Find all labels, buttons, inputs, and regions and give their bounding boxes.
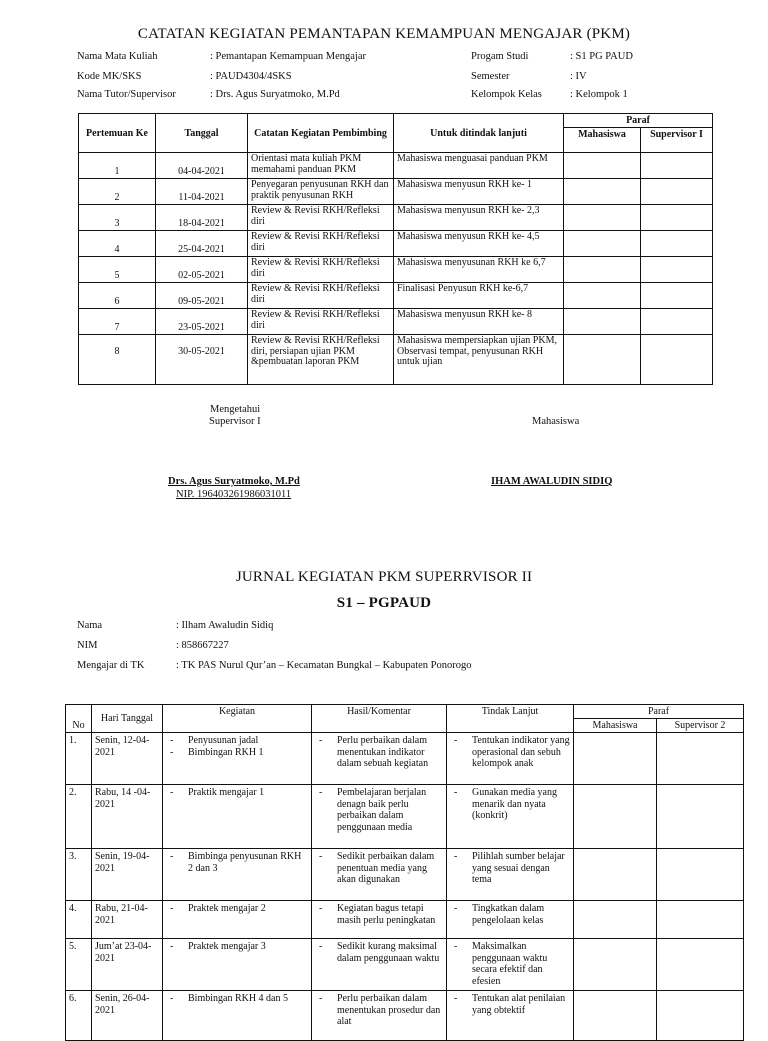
cell-tindak: Mahasiswa menyusun RKH ke- 2,3 bbox=[394, 205, 564, 231]
table-row bbox=[79, 205, 713, 231]
info-label: NIM bbox=[77, 640, 98, 651]
cell-hari: Senin, 26-04-2021 bbox=[92, 991, 163, 1041]
cell-no: 6. bbox=[66, 991, 92, 1041]
cell-tindak: Mahasiswa menyusun RKH ke- 8 bbox=[394, 309, 564, 335]
cell-tanggal: 04-04-2021 bbox=[156, 153, 248, 179]
cell-catatan: Review & Revisi RKH/Refleksi diri bbox=[248, 205, 394, 231]
cell-paraf-supervisor bbox=[641, 231, 713, 257]
list-item: - Maksimalkan penggunaan waktu secara efektif dan efesien bbox=[450, 941, 570, 987]
table-row bbox=[79, 335, 713, 385]
header-pertemuan: Pertemuan Ke bbox=[79, 114, 156, 153]
info-label: Kelompok Kelas bbox=[471, 89, 542, 100]
cell-paraf-mahasiswa bbox=[574, 733, 657, 785]
cell-paraf-mahasiswa bbox=[574, 939, 657, 991]
list-item: - Bimbingan RKH 1 bbox=[166, 747, 308, 759]
table-row bbox=[66, 785, 744, 849]
list-item: - Gunakan media yang menarik dan nyata (konkrit) bbox=[450, 787, 570, 822]
cell-no: 7 bbox=[79, 309, 156, 335]
cell-tindak: Finalisasi Penyusun RKH ke-6,7 bbox=[394, 283, 564, 309]
cell-no: 4 bbox=[79, 231, 156, 257]
cell-paraf-mahasiswa bbox=[564, 231, 641, 257]
cell-hari: Rabu, 21-04-2021 bbox=[92, 901, 163, 939]
page-title: CATATAN KEGIATAN PEMANTAPAN KEMAMPUAN MENGAJAR (PKM) bbox=[137, 26, 631, 42]
info-left bbox=[77, 51, 457, 107]
cell-hasil bbox=[312, 991, 447, 1041]
info-label: Nama bbox=[77, 620, 103, 631]
cell-no: 5 bbox=[79, 257, 156, 283]
cell-kegiatan bbox=[163, 991, 312, 1041]
info-label: Nama Mata Kuliah bbox=[77, 51, 158, 62]
cell-catatan: Review & Revisi RKH/Refleksi diri bbox=[248, 283, 394, 309]
list-item: - Tentukan indikator yang operasional dan sebuh kelompok anak bbox=[450, 735, 570, 770]
cell-hari: Rabu, 14 -04-2021 bbox=[92, 785, 163, 849]
cell-kegiatan bbox=[163, 849, 312, 901]
list-item: - Bimbinga penyusunan RKH 2 dan 3 bbox=[166, 851, 308, 874]
cell-tindak bbox=[447, 849, 574, 901]
cell-tanggal: 09-05-2021 bbox=[156, 283, 248, 309]
cell-tindak bbox=[447, 733, 574, 785]
header-mahasiswa: Mahasiswa bbox=[574, 719, 657, 733]
cell-kegiatan bbox=[163, 733, 312, 785]
info-value: : PAUD4304/4SKS bbox=[210, 71, 292, 82]
table-row bbox=[66, 939, 744, 991]
header-paraf: Paraf bbox=[574, 705, 744, 719]
list-item: - Praktik mengajar 1 bbox=[166, 787, 308, 799]
cell-tindak: Mahasiswa menyusun RKH ke- 4,5 bbox=[394, 231, 564, 257]
cell-catatan: Review & Revisi RKH/Refleksi diri bbox=[248, 257, 394, 283]
student-name: IHAM AWALUDIN SIDIQ bbox=[491, 476, 613, 487]
table-row bbox=[79, 257, 713, 283]
list-item: - Pembelajaran berjalan denagn baik perlu perbaikan dalam penggunaan media bbox=[315, 787, 443, 833]
cell-paraf-supervisor bbox=[641, 257, 713, 283]
list-item: - Praktek mengajar 2 bbox=[166, 903, 308, 915]
cell-tindak bbox=[447, 939, 574, 991]
cell-no: 1. bbox=[66, 733, 92, 785]
cell-hari: Senin, 19-04-2021 bbox=[92, 849, 163, 901]
cell-paraf-supervisor bbox=[641, 309, 713, 335]
cell-tindak bbox=[447, 991, 574, 1041]
list-item: - Pilihlah sumber belajar yang sesuai dengan tema bbox=[450, 851, 570, 886]
cell-paraf-mahasiswa bbox=[564, 179, 641, 205]
cell-hasil bbox=[312, 849, 447, 901]
cell-tindak bbox=[447, 785, 574, 849]
cell-paraf-mahasiswa bbox=[574, 901, 657, 939]
cell-no: 5. bbox=[66, 939, 92, 991]
cell-kegiatan bbox=[163, 939, 312, 991]
supervisor-name: Drs. Agus Suryatmoko, M.Pd bbox=[168, 476, 300, 487]
cell-paraf-supervisor bbox=[641, 283, 713, 309]
cell-paraf-supervisor bbox=[657, 939, 744, 991]
list-item: - Penyusunan jadal bbox=[166, 735, 308, 747]
info-label: Mengajar di TK bbox=[77, 660, 145, 671]
cell-kegiatan bbox=[163, 785, 312, 849]
cell-paraf-mahasiswa bbox=[574, 849, 657, 901]
cell-paraf-supervisor bbox=[641, 179, 713, 205]
cell-no: 4. bbox=[66, 901, 92, 939]
table-row bbox=[79, 153, 713, 179]
info-value: : Pemantapan Kemampuan Mengajar bbox=[210, 51, 366, 62]
table-row bbox=[66, 901, 744, 939]
list-item: - Bimbingan RKH 4 dan 5 bbox=[166, 993, 308, 1005]
header-supervisor: Supervisor 2 bbox=[657, 719, 744, 733]
cell-paraf-mahasiswa bbox=[564, 205, 641, 231]
list-item: - Praktek mengajar 3 bbox=[166, 941, 308, 953]
info-value: : S1 PG PAUD bbox=[570, 51, 633, 62]
cell-paraf-mahasiswa bbox=[564, 257, 641, 283]
cell-tindak: Mahasiswa menyusun RKH ke- 1 bbox=[394, 179, 564, 205]
list-item: - Sedikit kurang maksimal dalam penggunaan waktu bbox=[315, 941, 443, 964]
cell-hari: Senin, 12-04-2021 bbox=[92, 733, 163, 785]
list-item: - Perlu perbaikan dalam menentukan prosedur dan alat bbox=[315, 993, 443, 1028]
cell-tanggal: 02-05-2021 bbox=[156, 257, 248, 283]
cell-kegiatan bbox=[163, 901, 312, 939]
info-label: Semester bbox=[471, 71, 510, 82]
cell-paraf-mahasiswa bbox=[574, 785, 657, 849]
list-item: - Tentukan alat penilaian yang obtektif bbox=[450, 993, 570, 1016]
table-row bbox=[79, 283, 713, 309]
info-value: : TK PAS Nurul Qur’an – Kecamatan Bungkal – Kabupaten Ponorogo bbox=[176, 660, 472, 671]
sign-supervisor-role: Supervisor I bbox=[209, 416, 261, 427]
table-row bbox=[79, 231, 713, 257]
info-value: : 858667227 bbox=[176, 640, 229, 651]
table-row bbox=[79, 179, 713, 205]
cell-no: 2. bbox=[66, 785, 92, 849]
cell-catatan: Review & Revisi RKH/Refleksi diri, persiapan ujian PKM &pembuatan laporan PKM bbox=[248, 335, 394, 385]
cell-paraf-supervisor bbox=[657, 849, 744, 901]
cell-tanggal: 23-05-2021 bbox=[156, 309, 248, 335]
cell-no: 3 bbox=[79, 205, 156, 231]
header-kegiatan: Kegiatan bbox=[163, 705, 312, 733]
cell-no: 8 bbox=[79, 335, 156, 385]
journal-table bbox=[65, 704, 744, 1041]
info-label: Progam Studi bbox=[471, 51, 529, 62]
cell-catatan: Orientasi mata kuliah PKM memahami panduan PKM bbox=[248, 153, 394, 179]
cell-paraf-supervisor bbox=[657, 991, 744, 1041]
cell-catatan: Review & Revisi RKH/Refleksi diri bbox=[248, 309, 394, 335]
table-row bbox=[66, 991, 744, 1041]
header-supervisor: Supervisor I bbox=[641, 128, 713, 153]
cell-catatan: Penyegaran penyusunan RKH dan praktik penyusunan RKH bbox=[248, 179, 394, 205]
cell-no: 2 bbox=[79, 179, 156, 205]
cell-tanggal: 11-04-2021 bbox=[156, 179, 248, 205]
header-tindak: Untuk ditindak lanjuti bbox=[394, 114, 564, 153]
table-row bbox=[66, 849, 744, 901]
header-hasil: Hasil/Komentar bbox=[312, 705, 447, 733]
info-label: Kode MK/SKS bbox=[77, 71, 142, 82]
cell-paraf-supervisor bbox=[641, 205, 713, 231]
header-catatan: Catatan Kegiatan Pembimbing bbox=[248, 114, 394, 153]
info-value: : IV bbox=[570, 71, 587, 82]
cell-tindak: Mahasiswa mempersiapkan ujian PKM, Observasi tempat, penyusunan RKH untuk ujian bbox=[394, 335, 564, 385]
cell-paraf-supervisor bbox=[657, 901, 744, 939]
header-mahasiswa: Mahasiswa bbox=[564, 128, 641, 153]
pkm-table bbox=[78, 113, 713, 385]
cell-tindak: Mahasiswa menyusunan RKH ke 6,7 bbox=[394, 257, 564, 283]
cell-paraf-mahasiswa bbox=[564, 283, 641, 309]
cell-tanggal: 25-04-2021 bbox=[156, 231, 248, 257]
info-right bbox=[471, 51, 731, 107]
journal-title: JURNAL KEGIATAN PKM SUPERRVISOR II bbox=[235, 569, 533, 585]
cell-tindak: Mahasiswa menguasai panduan PKM bbox=[394, 153, 564, 179]
header-paraf: Paraf bbox=[564, 114, 713, 128]
cell-paraf-mahasiswa bbox=[564, 335, 641, 385]
cell-hasil bbox=[312, 939, 447, 991]
header-tanggal: Tanggal bbox=[156, 114, 248, 153]
cell-paraf-mahasiswa bbox=[574, 991, 657, 1041]
cell-paraf-supervisor bbox=[641, 335, 713, 385]
cell-no: 1 bbox=[79, 153, 156, 179]
journal-subtitle: S1 – PGPAUD bbox=[336, 595, 432, 611]
list-item: - Tingkatkan dalam pengelolaan kelas bbox=[450, 903, 570, 926]
sign-mengetahui: Mengetahui bbox=[210, 404, 261, 415]
cell-no: 3. bbox=[66, 849, 92, 901]
sign-mahasiswa-role: Mahasiswa bbox=[532, 416, 580, 427]
list-item: - Sedikit perbaikan dalam penentuan media yang akan digunakan bbox=[315, 851, 443, 886]
cell-hari: Jum’at 23-04-2021 bbox=[92, 939, 163, 991]
cell-paraf-supervisor bbox=[657, 733, 744, 785]
info-label: Nama Tutor/Supervisor bbox=[77, 89, 176, 100]
table-row bbox=[79, 309, 713, 335]
table-row bbox=[66, 733, 744, 785]
cell-hasil bbox=[312, 785, 447, 849]
cell-catatan: Review & Revisi RKH/Refleksi diri bbox=[248, 231, 394, 257]
cell-paraf-supervisor bbox=[657, 785, 744, 849]
header-hari: Hari Tanggal bbox=[92, 705, 163, 733]
header-no: No bbox=[66, 705, 92, 733]
cell-tanggal: 30-05-2021 bbox=[156, 335, 248, 385]
info-value: : Ilham Awaludin Sidiq bbox=[176, 620, 274, 631]
info-value: : Drs. Agus Suryatmoko, M.Pd bbox=[210, 89, 340, 100]
list-item: - Perlu perbaikan dalam menentukan indikator dalam sebuah kegiatan bbox=[315, 735, 443, 770]
cell-hasil bbox=[312, 733, 447, 785]
cell-tindak bbox=[447, 901, 574, 939]
supervisor-nip: NIP. 196403261986031011 bbox=[176, 489, 292, 500]
header-tindak: Tindak Lanjut bbox=[447, 705, 574, 733]
cell-paraf-mahasiswa bbox=[564, 309, 641, 335]
journal-info bbox=[77, 620, 717, 680]
info-value: : Kelompok 1 bbox=[570, 89, 628, 100]
cell-tanggal: 18-04-2021 bbox=[156, 205, 248, 231]
cell-paraf-mahasiswa bbox=[564, 153, 641, 179]
cell-paraf-supervisor bbox=[641, 153, 713, 179]
cell-no: 6 bbox=[79, 283, 156, 309]
list-item: - Kegiatan bagus tetapi masih perlu peningkatan bbox=[315, 903, 443, 926]
cell-hasil bbox=[312, 901, 447, 939]
